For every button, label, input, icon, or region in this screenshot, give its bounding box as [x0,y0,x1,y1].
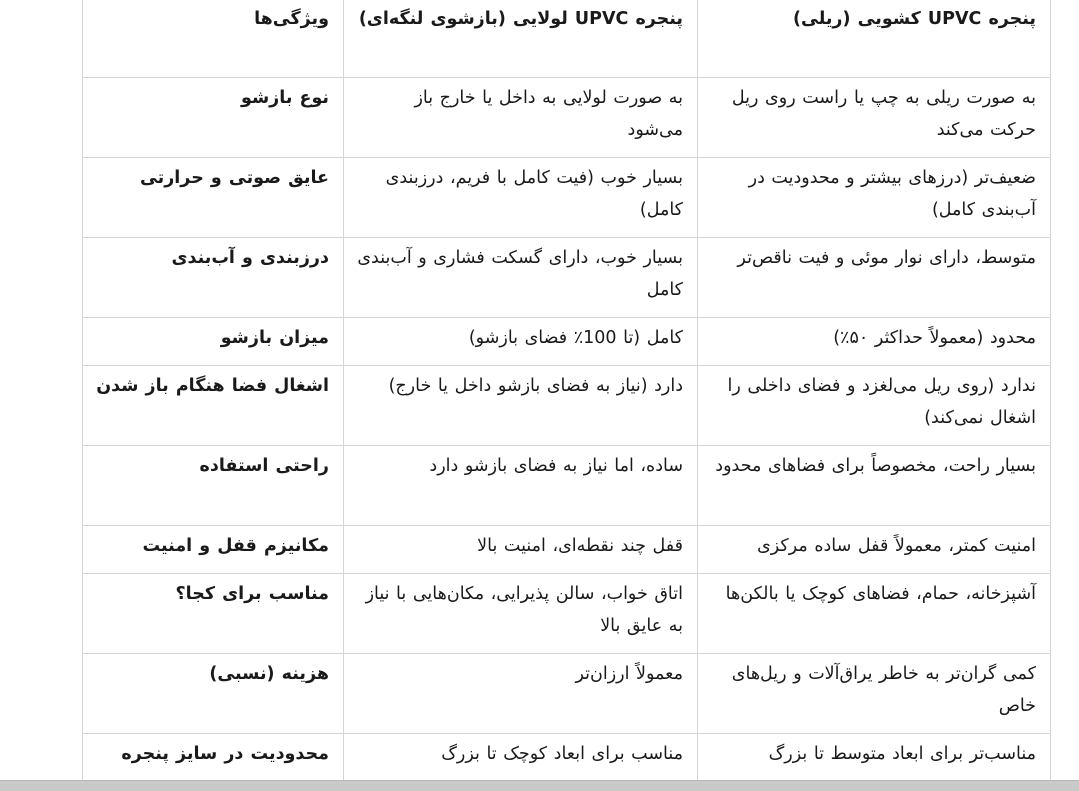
cell-hinged: ساده، اما نیاز به فضای بازشو دارد [344,445,698,525]
table-row [83,445,1051,525]
table-row [83,525,1051,573]
table-row [83,573,1051,653]
cell-sliding: مناسب‌تر برای ابعاد متوسط تا بزرگ [698,733,1051,781]
cell-sliding: کمی گران‌تر به خاطر یراق‌آلات و ریل‌های خاص [698,653,1051,733]
comparison-table-container [82,0,1050,780]
cell-sliding: ضعیف‌تر (درزهای بیشتر و محدودیت در آب‌بندی کامل) [698,157,1051,237]
cell-sliding: محدود (معمولاً حداکثر ۵۰٪) [698,317,1051,365]
cell-hinged: کامل (تا 100٪ فضای بازشو) [344,317,698,365]
cell-feature: هزینه (نسبی) [83,653,344,733]
comparison-table [82,0,1051,782]
cell-sliding: آشپزخانه، حمام، فضاهای کوچک یا بالکن‌ها [698,573,1051,653]
cell-feature: عایق صوتی و حرارتی [83,157,344,237]
cell-feature: درزبندی و آب‌بندی [83,237,344,317]
cell-hinged: دارد (نیاز به فضای بازشو داخل یا خارج) [344,365,698,445]
table-row [83,317,1051,365]
bottom-scroll-edge [0,780,1079,791]
cell-sliding: بسیار راحت، مخصوصاً برای فضاهای محدود [698,445,1051,525]
table-row [83,733,1051,781]
cell-feature: نوع بازشو [83,77,344,157]
cell-sliding: به صورت ریلی به چپ یا راست روی ریل حرکت می‌کند [698,77,1051,157]
cell-sliding: ندارد (روی ریل می‌لغزد و فضای داخلی را اشغال نمی‌کند) [698,365,1051,445]
header-features: ویژگی‌ها [83,0,344,77]
cell-hinged: قفل چند نقطه‌ای، امنیت بالا [344,525,698,573]
cell-feature: میزان بازشو [83,317,344,365]
table-row [83,77,1051,157]
cell-feature: محدودیت در سایز پنجره [83,733,344,781]
table-header-row [83,0,1051,77]
table-row [83,237,1051,317]
table-row [83,653,1051,733]
table-row [83,365,1051,445]
cell-feature: مناسب برای کجا؟ [83,573,344,653]
cell-hinged: معمولاً ارزان‌تر [344,653,698,733]
cell-sliding: امنیت کمتر، معمولاً قفل ساده مرکزی [698,525,1051,573]
cell-sliding: متوسط، دارای نوار موئی و فیت ناقص‌تر [698,237,1051,317]
header-sliding-window: پنجره UPVC کشویی (ریلی) [698,0,1051,77]
cell-hinged: بسیار خوب (فیت کامل با فریم، درزبندی کامل) [344,157,698,237]
header-hinged-window: پنجره UPVC لولایی (بازشوی لنگه‌ای) [344,0,698,77]
cell-feature: راحتی استفاده [83,445,344,525]
cell-feature: اشغال فضا هنگام باز شدن [83,365,344,445]
cell-hinged: به صورت لولایی به داخل یا خارج باز می‌شود [344,77,698,157]
cell-hinged: مناسب برای ابعاد کوچک تا بزرگ [344,733,698,781]
cell-feature: مکانیزم قفل و امنیت [83,525,344,573]
cell-hinged: اتاق خواب، سالن پذیرایی، مکان‌هایی با نیاز به عایق بالا [344,573,698,653]
cell-hinged: بسیار خوب، دارای گسکت فشاری و آب‌بندی کامل [344,237,698,317]
table-row [83,157,1051,237]
